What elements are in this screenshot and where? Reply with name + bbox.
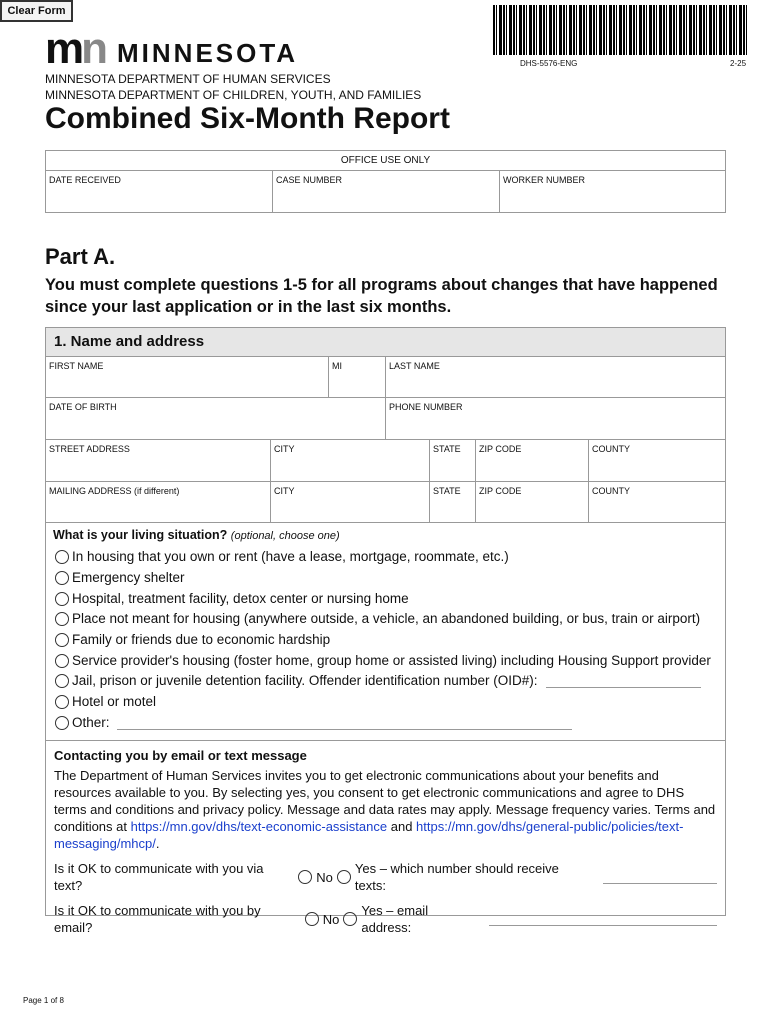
radio-icon[interactable] — [55, 716, 69, 730]
last-name-field[interactable]: LAST NAME — [385, 356, 726, 398]
no-label: No — [316, 869, 333, 885]
yes-label: Yes – which number should receive texts: — [354, 861, 559, 893]
living-option-emergency-shelter[interactable] — [55, 570, 185, 585]
living-option-not-housing[interactable] — [55, 611, 700, 626]
option-label: Place not meant for housing (anywhere outside, a vehicle, an abandoned building, or bus, train or airport) — [72, 611, 701, 626]
option-label: Jail, prison or juvenile detention facility. Offender identification number (OID#): — [72, 673, 538, 688]
living-option-hospital[interactable] — [55, 591, 409, 606]
question-text: What is your living situation? — [53, 528, 228, 542]
radio-icon[interactable] — [55, 592, 69, 606]
contact-text: The Department of Human Services invites you to get electronic communications about your benefits and resources available to you. By selecting yes, you consent to get electronic communications and agree to DHS terms and conditions and privacy policy. Message and data rates may apply. Message frequency varies. Terms and conditions at — [54, 768, 716, 834]
other-input[interactable] — [117, 716, 572, 730]
email-consent-row — [54, 902, 717, 936]
radio-icon[interactable] — [55, 695, 69, 709]
phone-field[interactable]: PHONE NUMBER — [385, 397, 726, 440]
part-a-instructions: You must complete questions 1-5 for all programs about changes that have happened since your last application or in the last six months. — [45, 276, 718, 316]
living-option-jail[interactable] — [55, 673, 701, 688]
page-number: Page 1 of 8 — [23, 996, 64, 1005]
text-question: Is it OK to communicate with you via text? — [54, 861, 264, 893]
option-label: Hotel or motel — [72, 694, 157, 709]
radio-icon[interactable] — [55, 633, 69, 647]
living-option-other[interactable] — [55, 715, 572, 730]
mailing-state-field[interactable]: STATE — [429, 481, 476, 523]
period: . — [155, 836, 160, 851]
office-use-header: OFFICE USE ONLY — [45, 150, 726, 171]
section-1-header: 1. Name and address — [45, 327, 726, 357]
text-consent-row — [54, 860, 717, 894]
worker-number-field[interactable]: WORKER NUMBER — [499, 170, 726, 213]
city-field[interactable]: CITY — [270, 439, 430, 482]
mailing-address-field[interactable]: MAILING ADDRESS (if different) — [45, 481, 271, 523]
option-label: Service provider's housing (foster home, group home or assisted living) including Housing Support provider — [72, 653, 711, 668]
radio-icon[interactable] — [55, 674, 69, 688]
mn-logo-mark: mn — [45, 24, 106, 73]
page-title: Combined Six-Month Report — [45, 102, 450, 135]
contact-title: Contacting you by email or text message — [54, 748, 307, 763]
oid-input[interactable] — [546, 674, 701, 688]
email-no-radio[interactable] — [305, 912, 319, 926]
mailing-city-field[interactable]: CITY — [270, 481, 430, 523]
no-label: No — [322, 911, 340, 927]
mi-field[interactable]: MI — [328, 356, 386, 398]
option-label: Hospital, treatment facility, detox center or nursing home — [72, 591, 409, 606]
dept-line-1: MINNESOTA DEPARTMENT OF HUMAN SERVICES — [45, 72, 331, 86]
living-situation-question — [53, 528, 340, 542]
clear-form-button[interactable]: Clear Form — [0, 0, 73, 22]
living-option-family-friends[interactable] — [55, 632, 330, 647]
text-yes-radio[interactable] — [337, 870, 351, 884]
text-messaging-policy-link[interactable]: https://mn.gov/dhs/general-public/policies/text-messaging/mhcp/ — [54, 819, 684, 851]
email-question: Is it OK to communicate with you by email? — [54, 903, 261, 935]
mailing-zip-field[interactable]: ZIP CODE — [475, 481, 589, 523]
text-no-radio[interactable] — [298, 870, 312, 884]
text-number-input[interactable] — [603, 870, 717, 884]
radio-icon[interactable] — [55, 571, 69, 585]
logo-wordmark: MINNESOTA — [117, 38, 299, 68]
text-assistance-link[interactable]: https://mn.gov/dhs/text-economic-assistance — [130, 819, 388, 834]
radio-icon[interactable] — [55, 550, 69, 564]
barcode — [493, 5, 748, 55]
state-field[interactable]: STATE — [429, 439, 476, 482]
email-yes-radio[interactable] — [343, 912, 357, 926]
zip-field[interactable]: ZIP CODE — [475, 439, 589, 482]
form-date: 2-25 — [730, 59, 747, 68]
option-label: In housing that you own or rent (have a lease, mortgage, roommate, etc.) — [72, 549, 509, 564]
radio-icon[interactable] — [55, 654, 69, 668]
option-label: Emergency shelter — [72, 570, 185, 585]
radio-icon[interactable] — [55, 612, 69, 626]
minnesota-logo — [45, 24, 299, 73]
option-label: Other: — [72, 715, 110, 730]
yes-label: Yes – email address: — [361, 903, 429, 935]
and-text: and — [387, 819, 417, 834]
case-number-field[interactable]: CASE NUMBER — [272, 170, 500, 213]
county-field[interactable]: COUNTY — [588, 439, 726, 482]
email-address-input[interactable] — [489, 912, 717, 926]
living-option-own-rent[interactable] — [55, 549, 509, 564]
mailing-county-field[interactable]: COUNTY — [588, 481, 726, 523]
office-use-box — [45, 150, 726, 213]
contact-body — [54, 767, 717, 852]
contact-section — [45, 740, 726, 935]
living-option-service-provider[interactable] — [55, 653, 711, 668]
option-label: Family or friends due to economic hardship — [72, 632, 331, 647]
form-id: DHS-5576-ENG — [520, 59, 578, 68]
dept-line-2: MINNESOTA DEPARTMENT OF CHILDREN, YOUTH, AND FAMILIES — [45, 88, 422, 102]
part-a-heading: Part A. — [45, 244, 116, 269]
street-address-field[interactable]: STREET ADDRESS — [45, 439, 271, 482]
living-option-hotel[interactable] — [55, 694, 156, 709]
question-hint: (optional, choose one) — [230, 530, 340, 542]
dob-field[interactable]: DATE OF BIRTH — [45, 397, 386, 440]
date-received-field[interactable]: DATE RECEIVED — [45, 170, 273, 213]
first-name-field[interactable]: FIRST NAME — [45, 356, 329, 398]
